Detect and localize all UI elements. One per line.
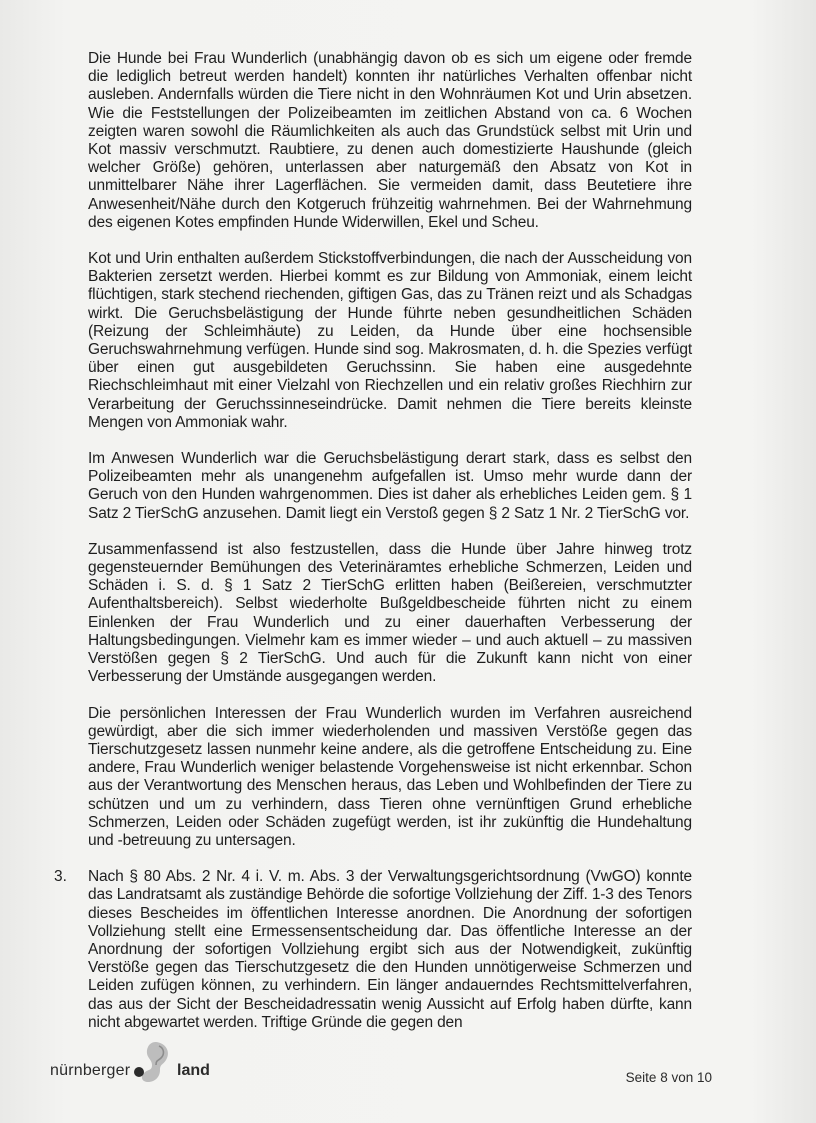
logo-text-left: nürnberger <box>50 1062 131 1079</box>
paragraph-persoenliche-interessen: Die persönlichen Interessen der Frau Wunderlich wurden im Verfahren ausreichend gewürdigt, aber die sich immer wiederholenden und massiven Verstöße gegen das Tierschutzgesetz lassen nunmehr keine andere, als die getroffene Entscheidung zu. Eine andere, Frau Wunderlich weniger belastende Vorgehensweise ist nicht erkennbar. Schon aus der Verantwortung des Menschen heraus, das Leben und Wohlbefinden der Tiere zu schützen und um zu verhindern, dass Tieren ohne vernünftigen Grund erhebliche Schmerzen, Leiden oder Schäden zugefügt werden, ist ihr zukünftig die Hundehaltung und -betreuung zu untersagen. <box>88 704 692 849</box>
item-text: Nach § 80 Abs. 2 Nr. 4 i. V. m. Abs. 3 der Verwaltungsgerichtsordnung (VwGO) konnte das Landratsamt als zuständige Behörde die sofortige Vollziehung der Ziff. 1-3 des Tenors dieses Bescheides im öffentlichen Interesse anordnen. Die Anordnung der sofortigen Vollziehung stellt eine Ermessensentscheidung dar. Das öffentliche Interesse an der Anordnung der sofortigen Vollziehung ergibt sich aus der Notwendigkeit, zukünftig Verstöße gegen das Tierschutzgesetz die den Hunden unnötigerweise Schmerzen und Leiden zufügen können, zu verhindern. Ein länger andauerndes Rechtsmittelverfahren, das aus der Sicht der Bescheidadressatin wenig Aussicht auf Erfolg haben dürfte, kann nicht abgewartet werden. Triftige Gründe die gegen den <box>88 868 692 1031</box>
document-body <box>54 50 692 1050</box>
page-number: Seite 8 von 10 <box>625 1070 712 1085</box>
numbered-item-3 <box>54 868 692 1032</box>
paragraph-geruchsbelaestigung: Im Anwesen Wunderlich war die Geruchsbelästigung derart stark, dass es selbst den Polizeibeamten mehr als unangenehm aufgefallen ist. Umso mehr wurde dann der Geruch von den Hunden wahrgenommen. Dies ist daher als erhebliches Leiden gem. § 1 Satz 2 TierSchG anzusehen. Damit liegt ein Verstoß gegen § 2 Satz 1 Nr. 2 TierSchG vor. <box>88 450 692 522</box>
nuernberger-land-logo <box>50 1040 210 1090</box>
paragraph-hundehaltung-verhalten: Die Hunde bei Frau Wunderlich (unabhängig davon ob es sich um eigene oder fremde die lediglich betreut werden handelt) konnten ihr natürliches Verhalten offenbar nicht ausleben. Andernfalls würden die Tiere nicht in den Wohnräumen Kot und Urin absetzen. Wie die Feststellungen der Polizeibeamten im zeitlichen Abstand von ca. 6 Wochen zeigten waren sowohl die Räumlichkeiten als auch das Grundstück selbst mit Urin und Kot massiv verschmutzt. Raubtiere, zu denen auch domestizierte Haushunde (gleich welcher Größe) gehören, unterlassen aber naturgemäß den Absatz von Kot in unmittelbarer Nähe ihrer Lagerflächen. Sie vermeiden damit, dass Beutetiere ihre Anwesenheit/Nähe durch den Kotgeruch frühzeitig wahrnehmen. Bei der Wahrnehmung des eigenen Kotes empfinden Hunde Widerwillen, Ekel und Scheu. <box>88 50 692 231</box>
paragraph-zusammenfassung: Zusammenfassend ist also festzustellen, dass die Hunde über Jahre hinweg trotz gegensteuernder Bemühungen des Veterinäramtes erhebliche Schmerzen, Leiden und Schäden i. S. d. § 1 Satz 2 TierSchG erlitten haben (Beißereien, verschmutzter Aufenthaltsbereich). Selbst wiederholte Bußgeldbescheide führten nicht zu einem Einlenken der Frau Wunderlich und zu einer dauerhaften Verbesserung der Haltungsbedingungen. Vielmehr kam es immer wieder – und auch aktuell – zu massiven Verstößen gegen § 2 TierSchG. Und auch für die Zukunft kann nicht von einer Verbesserung der Umstände ausgegangen werden. <box>88 540 692 686</box>
logo-text-right: land <box>177 1062 210 1079</box>
page-footer <box>50 1040 720 1090</box>
paragraph-ammoniak: Kot und Urin enthalten außerdem Stickstoffverbindungen, die nach der Ausscheidung von Bakterien zersetzt werden. Hierbei kommt es zur Bildung von Ammoniak, einem leicht flüchtigen, stark stechend riechenden, giftigen Gas, das zu Tränen reizt und als Schadgas wirkt. Die Geruchsbelästigung der Hunde führte neben gesundheitlichen Schäden (Reizung der Schleimhäute) zu Leiden, da Hunde über eine hochsensible Geruchswahrnehmung verfügen. Hunde sind sog. Makrosmaten, d. h. die Spezies verfügt über einen gut ausgebildeten Geruchssinn. Sie haben eine ausgedehnte Riechschleimhaut mit einer Vielzahl von Riechzellen und ein relativ großes Riechhirn zur Verarbeitung der Geruchssinneseindrücke. Damit nehmen die Tiere bereits kleinste Mengen von Ammoniak wahr. <box>88 250 692 431</box>
item-number: 3. <box>54 868 67 886</box>
logo-mark-icon <box>130 1040 174 1086</box>
